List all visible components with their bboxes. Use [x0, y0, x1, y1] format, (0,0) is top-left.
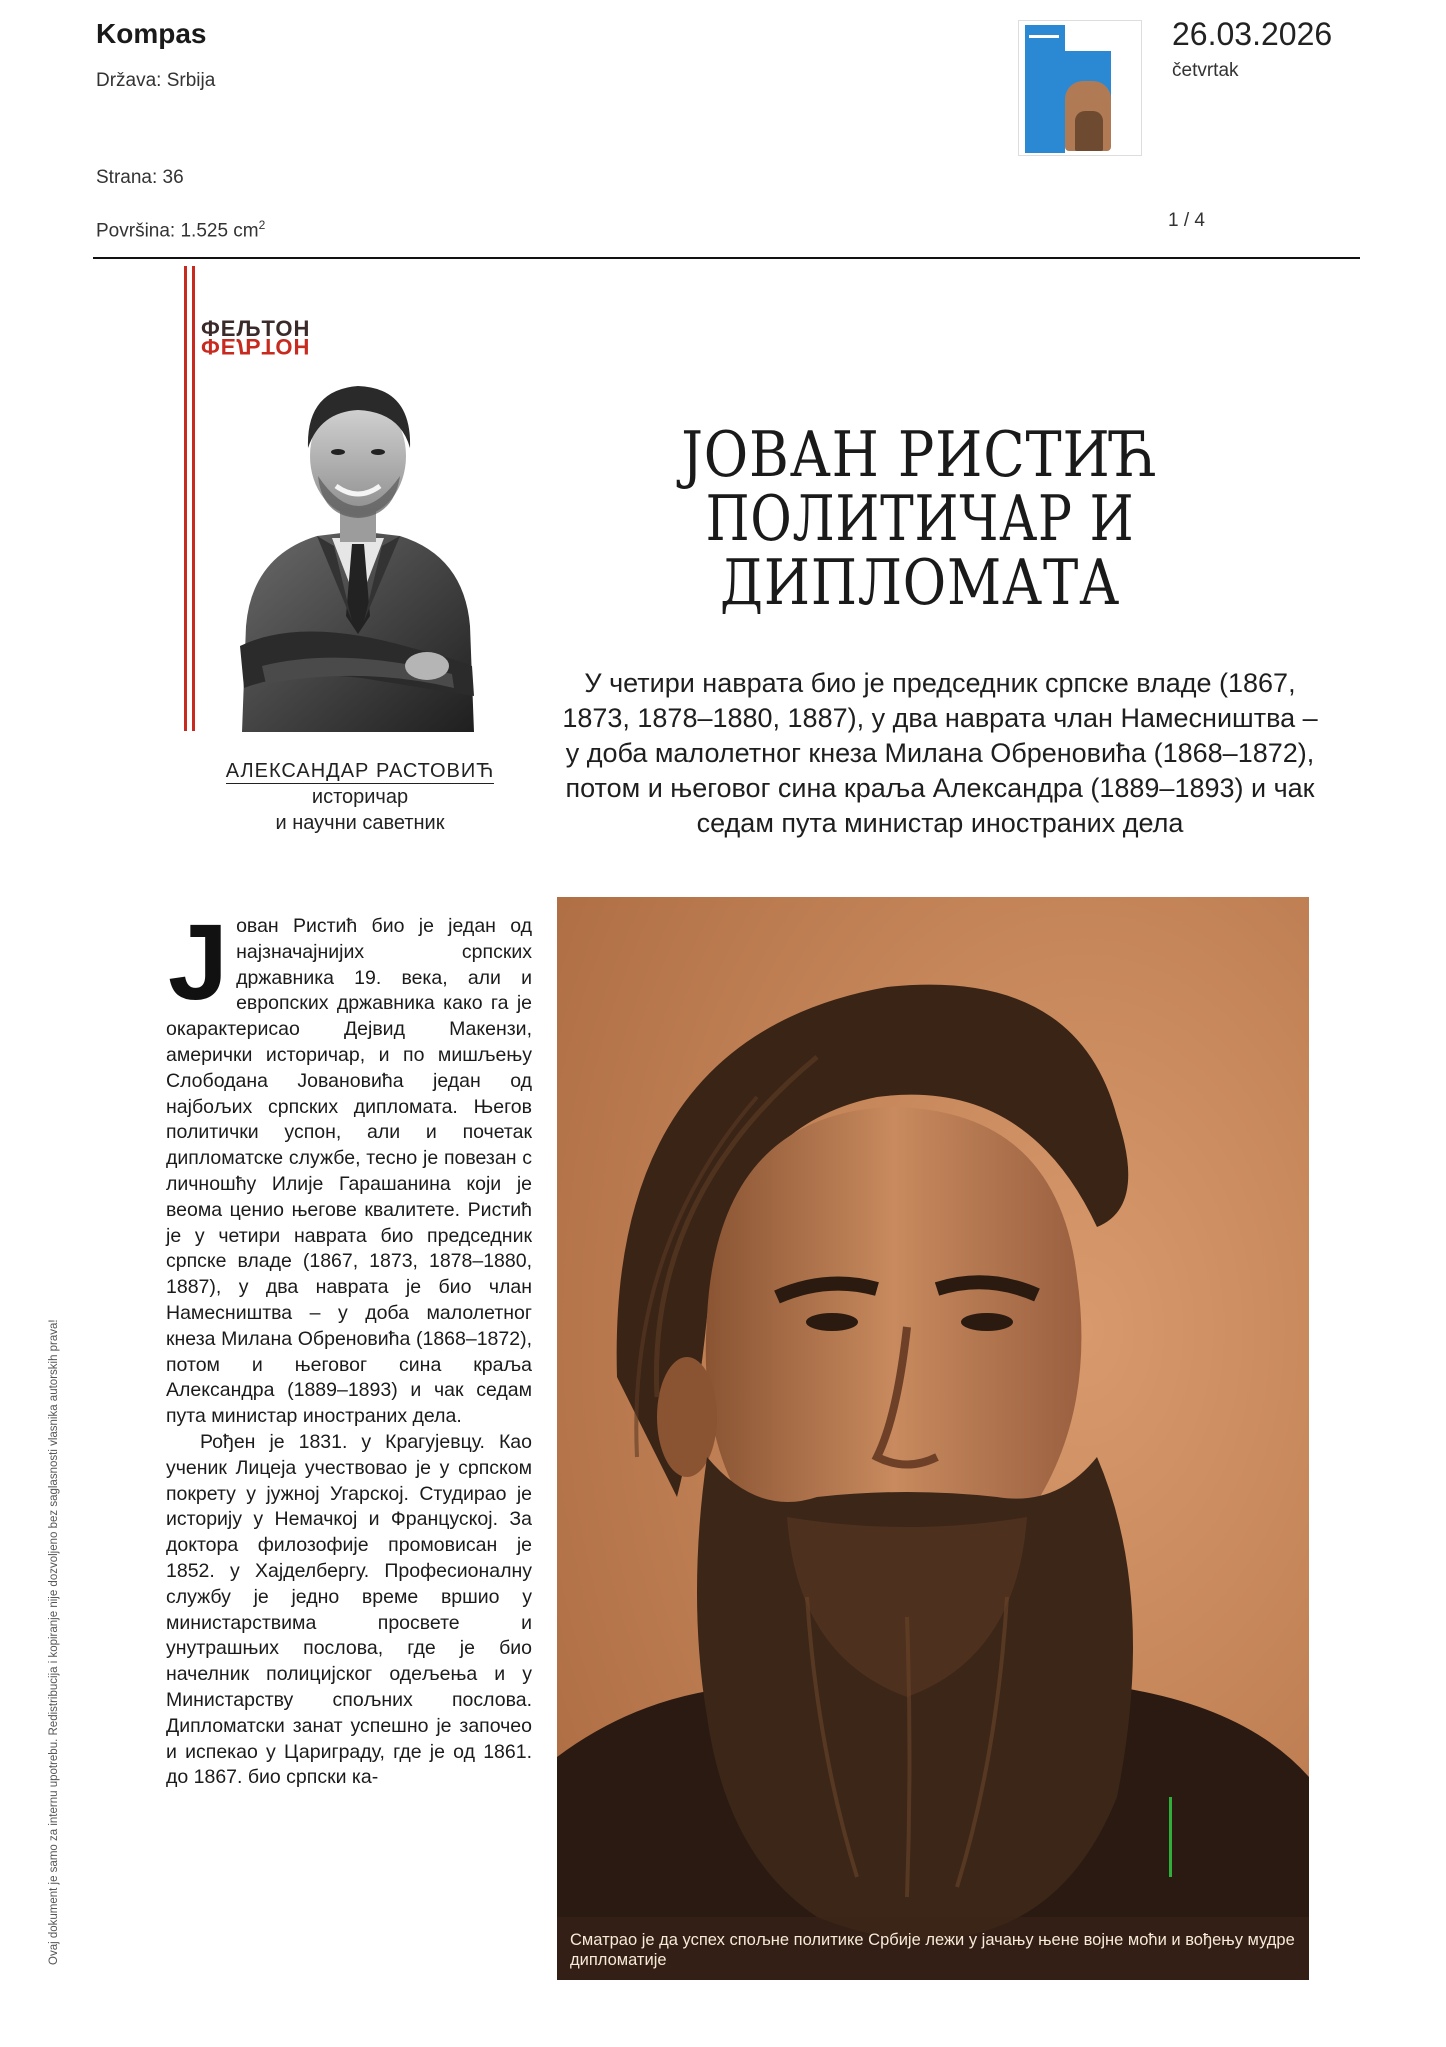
area-unit-superscript: 2 — [258, 218, 266, 232]
drop-cap: Ј — [168, 901, 229, 1022]
feuilleton-label-mirrored: ФЕЉТОН — [201, 334, 311, 359]
author-name-text: АЛЕКСАНДАР РАСТОВИЋ — [225, 760, 495, 782]
title-line: ДИПЛОМАТА — [719, 546, 1121, 619]
area-value: Površina: 1.525 cm — [96, 220, 259, 242]
publication-name: Kompas — [96, 18, 207, 49]
article-body — [166, 901, 532, 1791]
author-name — [210, 760, 510, 783]
page-number-label: Strana: 36 — [96, 167, 184, 188]
feuilleton-red-bar — [184, 266, 187, 731]
feuilleton-label: ФЕЉТОН — [201, 316, 311, 341]
author-role: и научни саветник — [275, 812, 445, 834]
paragraph-text: ован Ристић био је један од најзначајнијих српских државника 19. века, али и европских државника како га је окарактерисао Дејвид Макензи, амерички историчар, и по мишљењу Слободана Јовановића један од најбољих српских дипломата. Његов политички успон, али и почетак дипломатске службе, тесно је повезан с личношћу Илије Гарашанина који је веома ценио његове квалитете. Ристић је у четири наврата био председник српске владе (1867, 1873, 1878–1880, 1887), у два наврата је био члан Намесништва – у доба малолетног кнеза Милана Обреновића (1868–1872), потом и његовог сина краља Александра (1889–1893) и чак седам пута министар иностраних дела. — [166, 915, 532, 1428]
photo-caption: Сматрао је да успех спољне политике Србије лежи у јачању њене војне моћи и вођењу мудре дипломатије — [570, 1931, 1295, 1969]
author-role: историчар — [311, 786, 409, 808]
area-label — [96, 218, 265, 242]
author-portrait — [222, 366, 494, 732]
thumbnail-blue-panel — [1025, 25, 1065, 153]
body-paragraph — [166, 901, 532, 1430]
issue-weekday: četvrtak — [1172, 60, 1239, 81]
body-paragraph: Рођен је 1831. у Крагујевцу. Као ученик Лицеја учествовао је у српском покрету у јужној Угарској. Студирао је историју у Немачкој и Француској. За доктора филозофије промовисан је 1852. у Хајделбергу. Професионалну службу је једно време вршио у министарствима просвете и унутрашњих послова, где је био начелник полицијског одељења и у Министарству спољних послова. Дипломатски занат успешно је започео и испекао у Цариграду, где је од 1861. до 1867. био српски ка- — [166, 1430, 532, 1789]
issue-date: 26.03.2026 — [1172, 16, 1333, 52]
thumbnail-beard — [1075, 111, 1103, 151]
country-label: Država: Srbija — [96, 70, 216, 91]
article-lede: У четири наврата био је председник српске владе (1867, 1873, 1878–1880, 1887), у два наврата члан Намесништва – у доба малолетног кнеза Милана Обреновића (1868–1872), потом и његовог сина краља Александра (1889–1893) и чак седам пута министар иностраних дела — [562, 668, 1318, 838]
thumbnail-line — [1029, 35, 1059, 38]
page-thumbnail[interactable] — [1018, 20, 1142, 156]
title-line: ЈОВАН РИСТИЋ — [681, 418, 1159, 491]
portrait-photo — [557, 897, 1309, 1980]
copyright-watermark: Ovaj dokument je samo za internu upotrebu. Redistribucija i kopiranje nije dozvoljeno bez saglasnosti vlasnika autorskih prava! — [48, 1319, 60, 1965]
page-counter: 1 / 4 — [1168, 210, 1205, 231]
title-line: ПОЛИТИЧАР И — [705, 482, 1135, 555]
feuilleton-red-bar — [192, 266, 195, 731]
article-title — [640, 418, 1200, 619]
header-divider — [93, 257, 1360, 259]
